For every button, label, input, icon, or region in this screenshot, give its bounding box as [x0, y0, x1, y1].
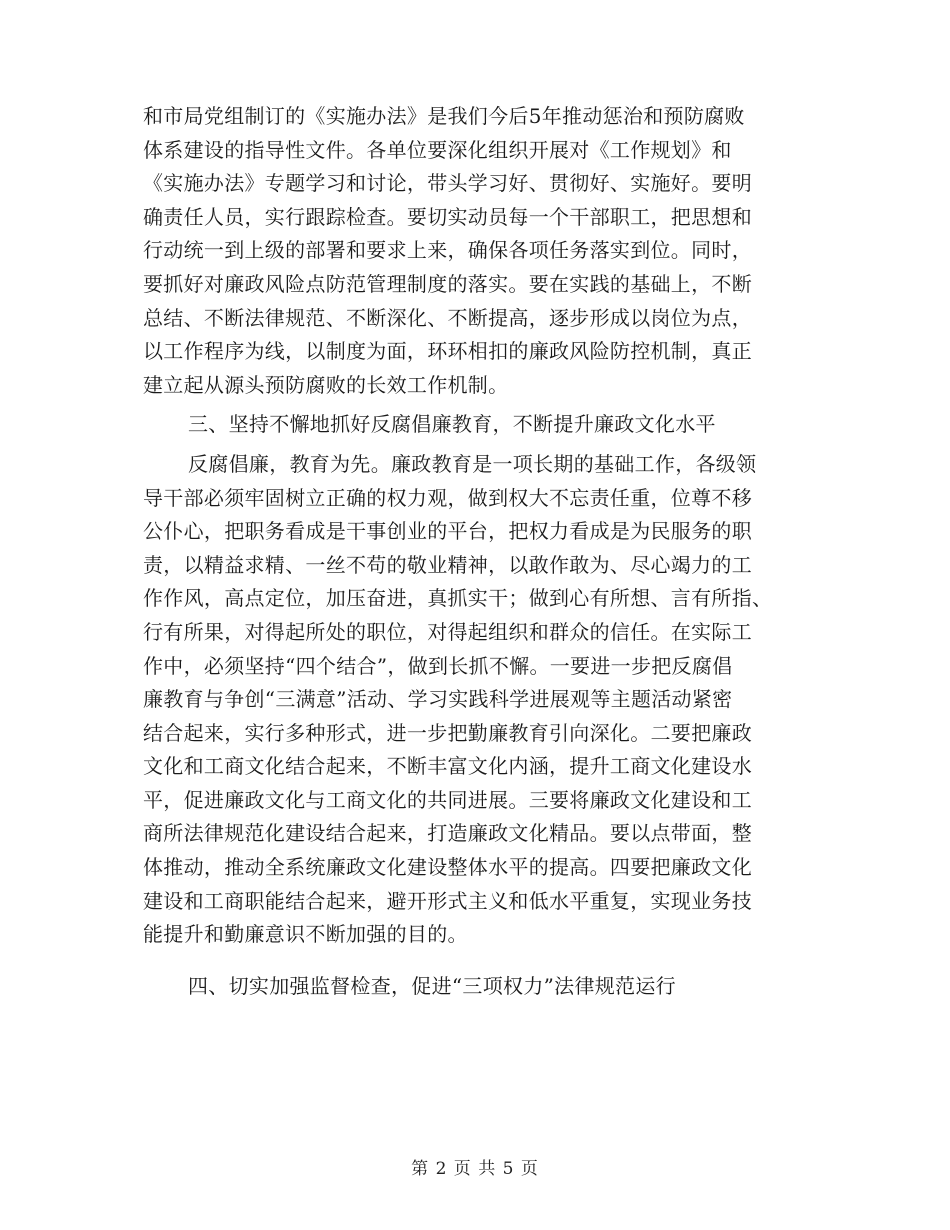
section-heading-3: 三、坚持不懈地抓好反腐倡廉教育，不断提升廉政文化水平: [188, 412, 716, 437]
paragraph-line: 责，以精益求精、一丝不苟的敬业精神，以敢作敢为、尽心竭力的工: [143, 552, 752, 577]
paragraph-line: 体系建设的指导性文件。各单位要深化组织开展对《工作规划》和: [143, 137, 732, 162]
section-heading-4: 四、切实加强监督检查，促进“三项权力”法律规范运行: [188, 973, 676, 998]
paragraph-line: 建设和工商职能结合起来，避开形式主义和低水平重复，实现业务技: [143, 888, 752, 913]
paragraph-line: 要抓好对廉政风险点防范管理制度的落实。要在实践的基础上，不断: [143, 271, 752, 296]
paragraph-line: 作中，必须坚持“四个结合”，做到长抓不懈。一要进一步把反腐倡: [143, 653, 733, 678]
document-body: [143, 100, 813, 1003]
paragraph-line: 体推动，推动全系统廉政文化建设整体水平的提高。四要把廉政文化: [143, 855, 752, 880]
paragraph-line: 建立起从源头预防腐败的长效工作机制。: [143, 372, 509, 397]
paragraph-line: 和市局党组制订的《实施办法》是我们今后5年推动惩治和预防腐败: [143, 104, 745, 128]
paragraph-line: 确责任人员，实行跟踪检查。要切实动员每一个干部职工，把思想和: [143, 204, 752, 229]
paragraph-line: 行动统一到上级的部署和要求上来，确保各项任务落实到位。同时，: [143, 238, 752, 263]
paragraph-line: 结合起来，实行多种形式，进一步把勤廉教育引向深化。二要把廉政: [143, 720, 752, 745]
paragraph-line: 能提升和勤廉意识不断加强的目的。: [143, 922, 468, 947]
paragraph-line: 廉教育与争创“三满意”活动、学习实践科学进展观等主题活动紧密: [143, 687, 733, 712]
paragraph-1: [143, 100, 813, 402]
paragraph-line: 商所法律规范化建设结合起来，打造廉政文化精品。要以点带面，整: [143, 821, 752, 846]
paragraph-line: 平，促进廉政文化与工商文化的共同进展。三要将廉政文化建设和工: [143, 787, 752, 812]
paragraph-line: 导干部必须牢固树立正确的权力观，做到权大不忘责任重，位尊不移: [143, 485, 752, 510]
paragraph-2: [143, 448, 813, 952]
page-number-footer: 第 2 页 共 5 页: [411, 1159, 539, 1179]
paragraph-line: 《实施办法》专题学习和讨论，带头学习好、贯彻好、实施好。要明: [143, 171, 752, 196]
paragraph-line: 公仆心，把职务看成是干事创业的平台，把权力看成是为民服务的职: [143, 519, 752, 544]
paragraph-line: 作作风，高点定位，加压奋进，真抓实干；做到心有所想、言有所指、: [143, 586, 773, 611]
paragraph-line: 文化和工商文化结合起来，不断丰富文化内涵，提升工商文化建设水: [143, 754, 752, 779]
paragraph-line: 总结、不断法律规范、不断深化、不断提高，逐步形成以岗位为点，: [143, 305, 752, 330]
paragraph-line: 行有所果，对得起所处的职位，对得起组织和群众的信任。在实际工: [143, 619, 752, 644]
paragraph-line: 反腐倡廉，教育为先。廉政教育是一项长期的基础工作，各级领: [188, 451, 757, 476]
paragraph-line: 以工作程序为线，以制度为面，环环相扣的廉政风险防控机制，真正: [143, 339, 752, 364]
